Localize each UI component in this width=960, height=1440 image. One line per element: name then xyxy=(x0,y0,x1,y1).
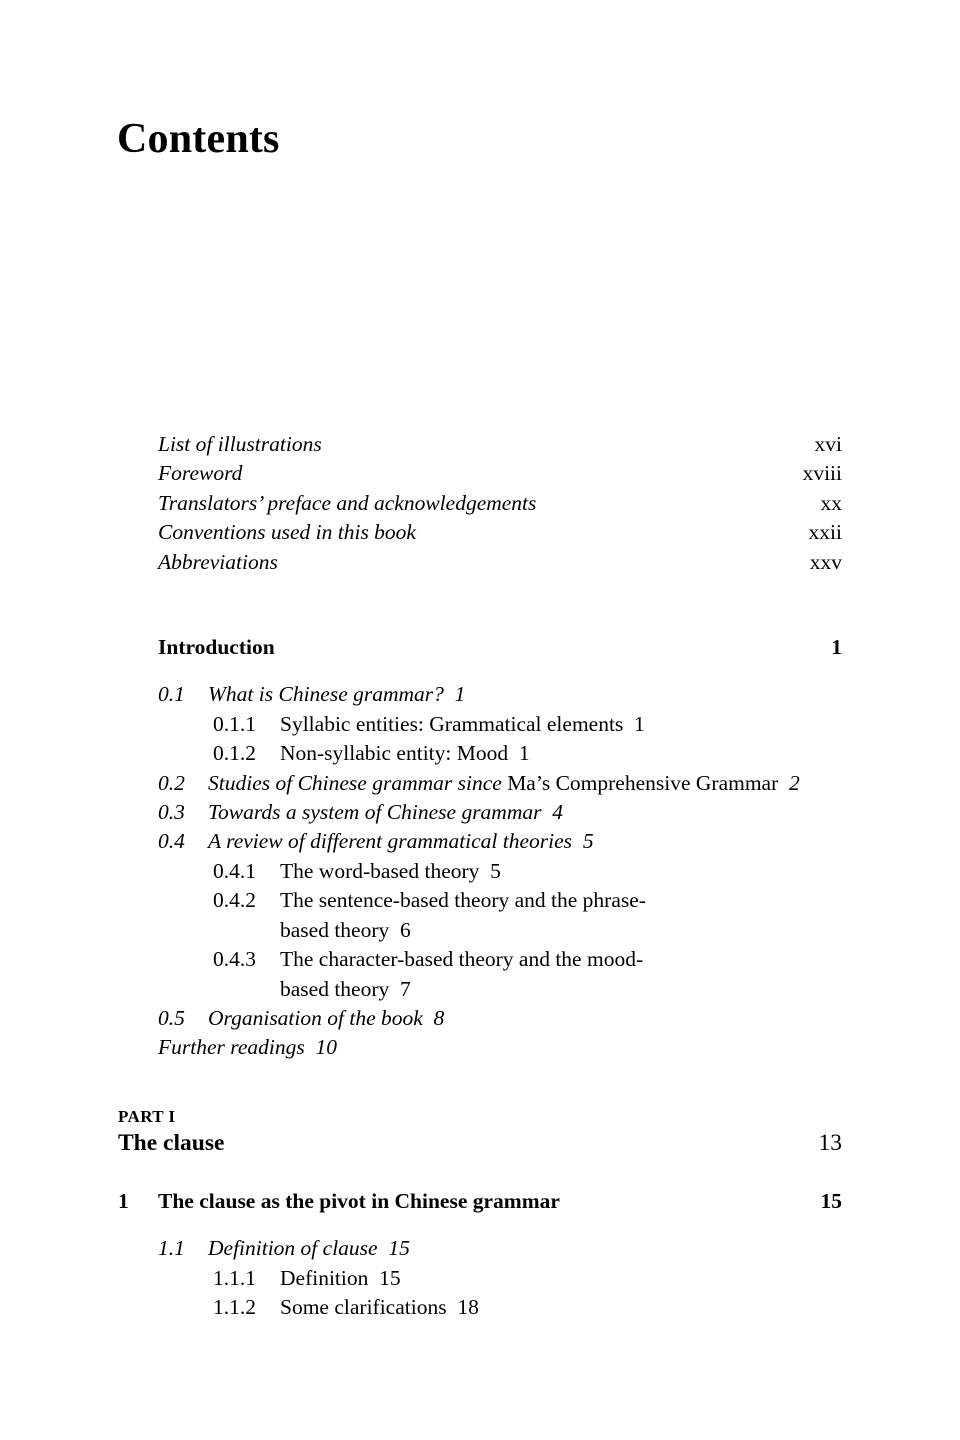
chapter-title: The clause as the pivot in Chinese grammar xyxy=(158,1188,560,1213)
entry-page-number: 2 xyxy=(789,770,800,795)
entry-text xyxy=(208,1234,960,1263)
entry-page-number: xxii xyxy=(808,520,842,545)
introduction-label: Introduction xyxy=(158,635,275,660)
entry-title: Definition xyxy=(280,1265,369,1290)
entry-page-number: 1 xyxy=(454,682,466,707)
entry-page-number: xviii xyxy=(802,461,842,486)
entry-text xyxy=(208,827,960,856)
toc-entry-front-matter[interactable] xyxy=(0,430,960,459)
part-title-row xyxy=(118,1128,842,1159)
toc-heading-introduction[interactable] xyxy=(0,633,960,662)
entry-page-number: 8 xyxy=(433,1005,445,1030)
entry-text xyxy=(280,710,960,739)
entry-page-number: 7 xyxy=(400,976,411,1001)
entry-number: 0.4.1 xyxy=(213,858,256,883)
entry-page-number: 5 xyxy=(490,858,501,883)
introduction-page-number: 1 xyxy=(831,635,842,660)
entry-title: A review of different grammatical theories xyxy=(208,829,573,854)
toc-entry-front-matter[interactable] xyxy=(0,459,960,488)
part-heading-block[interactable] xyxy=(0,1105,960,1159)
toc-entry-front-matter[interactable] xyxy=(0,518,960,547)
entry-text xyxy=(208,680,960,709)
entry-title: Abbreviations xyxy=(158,549,278,574)
part-page-number: 13 xyxy=(818,1129,842,1156)
toc-entry-subsection[interactable] xyxy=(0,945,960,1004)
entry-text xyxy=(280,886,660,945)
entry-title: Translators’ preface and acknowledgements xyxy=(158,490,537,515)
toc-entry-subsection[interactable] xyxy=(0,710,960,739)
entry-title: Towards a system of Chinese grammar xyxy=(208,800,542,825)
entry-page-number: 15 xyxy=(388,1236,410,1261)
toc-entry-front-matter[interactable] xyxy=(0,548,960,577)
entry-text xyxy=(280,739,960,768)
entry-page-number: xx xyxy=(820,490,842,515)
spacer xyxy=(0,1063,960,1105)
entry-page-number: 5 xyxy=(582,829,594,854)
chapter-page-number: 15 xyxy=(820,1188,842,1213)
entry-page-number: 10 xyxy=(315,1035,337,1060)
entry-number: 1.1 xyxy=(158,1236,185,1261)
spacer xyxy=(0,1159,960,1187)
entry-page-number: 18 xyxy=(457,1294,479,1319)
entry-title: What is Chinese grammar? xyxy=(208,682,444,707)
entry-title: Organisation of the book xyxy=(208,1005,423,1030)
entry-title: Further readings xyxy=(158,1035,305,1060)
entry-title: The word-based theory xyxy=(280,858,480,883)
spacer xyxy=(0,662,960,680)
toc-entry-subsection[interactable] xyxy=(0,886,960,945)
entry-page-number: 1 xyxy=(518,741,530,766)
entry-text xyxy=(280,857,960,886)
toc-entry-section[interactable] xyxy=(0,1234,960,1263)
entry-number: 1.1.2 xyxy=(213,1294,256,1319)
chapter-number: 1 xyxy=(118,1188,129,1213)
entry-title: Conventions used in this book xyxy=(158,520,416,545)
entry-text xyxy=(208,798,960,827)
toc-entry-subsection[interactable] xyxy=(0,739,960,768)
entry-text xyxy=(280,1293,960,1322)
spacer xyxy=(0,577,960,633)
part-kicker: PART I xyxy=(118,1106,176,1126)
entry-number: 1.1.1 xyxy=(213,1265,256,1290)
entry-page-number: 15 xyxy=(379,1265,401,1290)
entry-number: 0.5 xyxy=(158,1005,185,1030)
entry-title-book: Ma’s Comprehensive Grammar xyxy=(507,770,779,795)
spacer xyxy=(0,1216,960,1234)
entry-text xyxy=(280,945,660,1004)
toc-entry-section[interactable] xyxy=(0,680,960,709)
front-matter-list xyxy=(0,430,960,577)
chapter-1-entry-list xyxy=(0,1234,960,1322)
toc-entry-section[interactable] xyxy=(0,1004,960,1033)
introduction-entry-list xyxy=(0,680,960,1062)
entry-title: Some clarifications xyxy=(280,1294,447,1319)
entry-number: 0.1.1 xyxy=(213,711,256,736)
entry-page-number: xxv xyxy=(809,549,842,574)
toc-entry-section[interactable] xyxy=(0,827,960,856)
entry-text xyxy=(208,1004,960,1033)
entry-title: Studies of Chinese grammar since xyxy=(208,770,502,795)
page-title: Contents xyxy=(117,116,280,162)
toc-entry-section[interactable] xyxy=(0,798,960,827)
entry-title: The character-based theory and the mood-based theory xyxy=(280,947,644,1001)
entry-number: 0.4.3 xyxy=(213,947,256,972)
toc-entry-section[interactable] xyxy=(0,769,960,798)
entry-page-number: 4 xyxy=(552,800,563,825)
entry-number: 0.3 xyxy=(158,800,185,825)
entry-number: 0.4 xyxy=(158,829,185,854)
toc-entry-subsection[interactable] xyxy=(0,1293,960,1322)
entry-title: The sentence-based theory and the phrase-based theory xyxy=(280,888,646,942)
entry-title: Non-syllabic entity: Mood xyxy=(280,741,509,766)
toc-heading-chapter-1[interactable] xyxy=(0,1187,960,1216)
toc-entry-further-readings[interactable] xyxy=(0,1033,960,1062)
entry-title: Syllabic entities: Grammatical elements xyxy=(280,711,624,736)
entry-text xyxy=(280,1264,960,1293)
entry-title: Definition of clause xyxy=(208,1236,378,1261)
toc-body xyxy=(0,430,960,1322)
entry-page-number: xvi xyxy=(814,432,842,456)
entry-number: 0.2 xyxy=(158,770,185,795)
toc-entry-subsection[interactable] xyxy=(0,1264,960,1293)
toc-entry-subsection[interactable] xyxy=(0,857,960,886)
entry-page-number: 1 xyxy=(634,711,645,736)
entry-title: Foreword xyxy=(158,461,243,486)
entry-title: List of illustrations xyxy=(158,432,322,456)
entry-text xyxy=(208,769,960,798)
entry-number: 0.1 xyxy=(158,682,185,707)
entry-number: 0.4.2 xyxy=(213,888,256,913)
part-title: The clause xyxy=(118,1129,225,1156)
toc-entry-front-matter[interactable] xyxy=(0,489,960,518)
entry-page-number: 6 xyxy=(400,917,411,942)
entry-number: 0.1.2 xyxy=(213,741,256,766)
